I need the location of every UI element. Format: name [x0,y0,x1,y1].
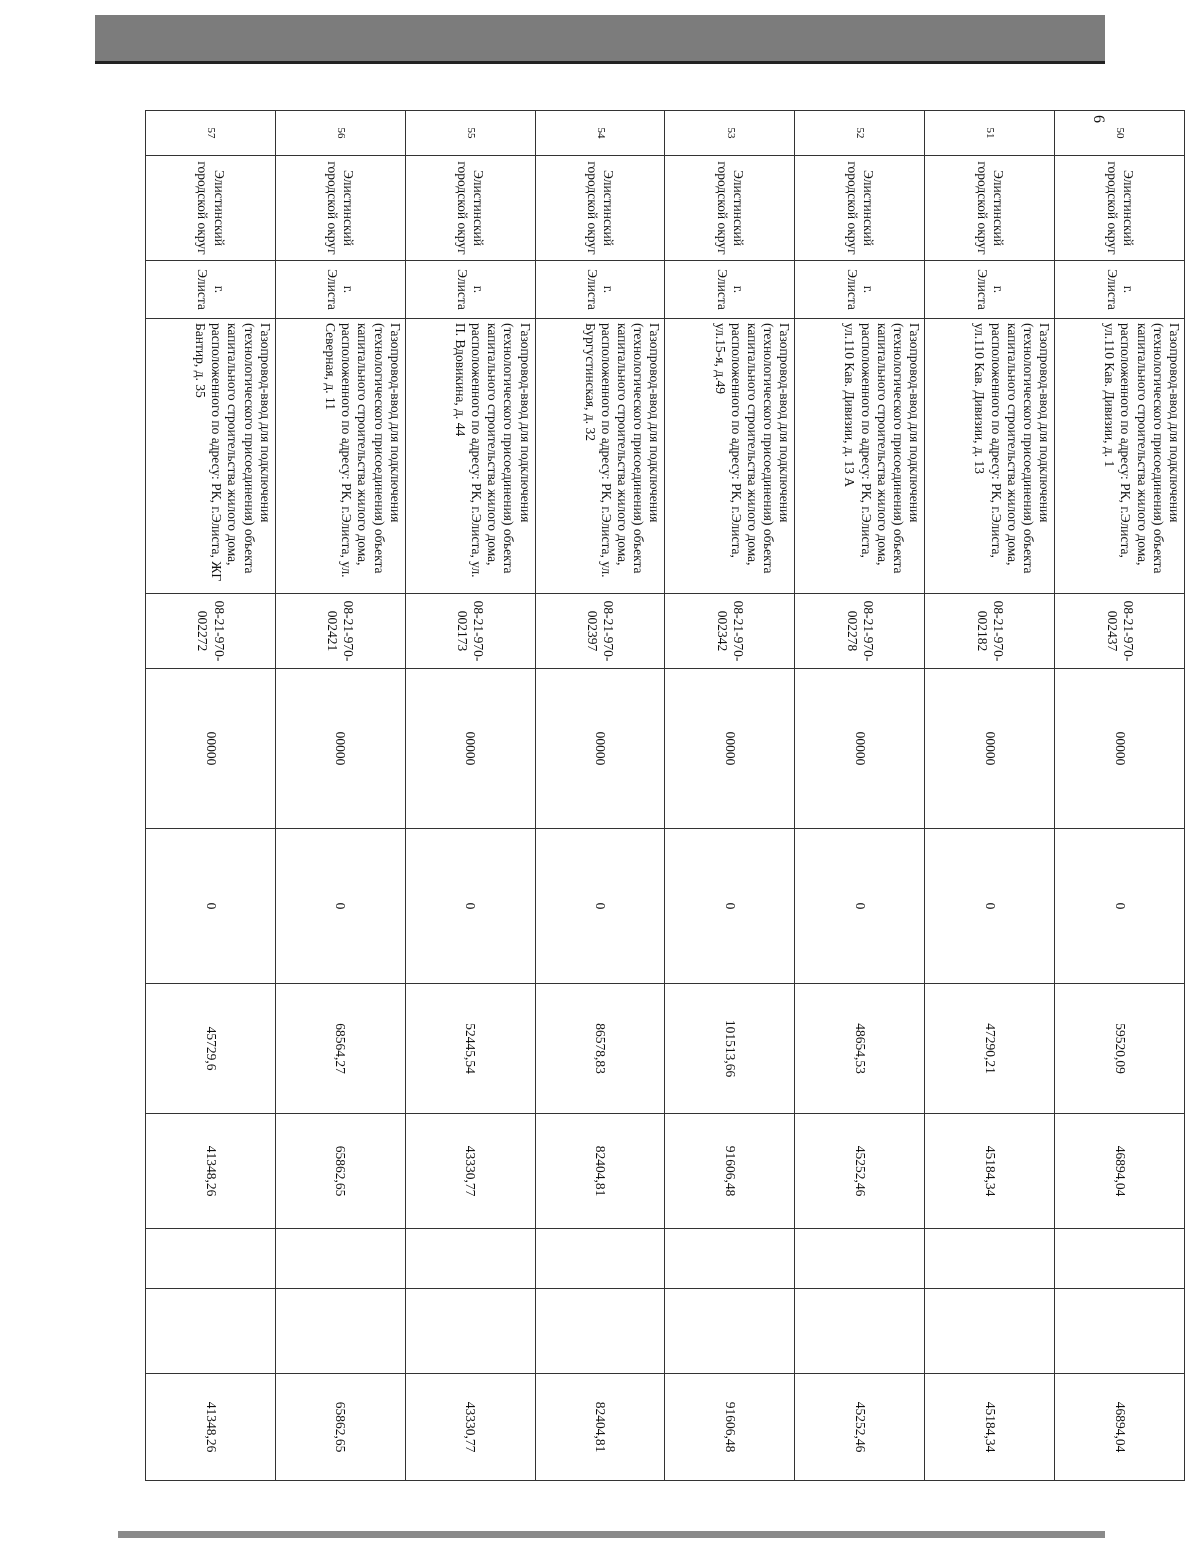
empty-cell [405,1289,535,1374]
table-row [535,111,665,1481]
code-cell: 08-21-970-002437 [1055,594,1185,669]
empty-cell [665,1289,795,1374]
zero-cell: 0 [925,829,1055,984]
object-cell: Газопровод-ввод для подключения (технологического присоединения) объекта капитального строительства жилого дома, расположенного по адресу: РК, г.Элиста, ул.110 Кав. Дивизии, д. 13 А [795,319,925,594]
total-cell: 46894,04 [1055,1374,1185,1481]
cost-actual-cell: 45184,34 [925,1114,1055,1229]
code-cell: 08-21-970-002182 [925,594,1055,669]
district-cell: Элистинский городской округ [405,156,535,261]
total-cell: 45252,46 [795,1374,925,1481]
cost-estimate-cell: 59520,09 [1055,984,1185,1114]
object-cell: Газопровод-ввод для подключения (технологического присоединения) объекта капитального строительства жилого дома, расположенного по адресу: РК, г.Элиста, ул. Северная, д. 11 [275,319,405,594]
city-cell: г. Элиста [1055,261,1185,319]
object-cell: Газопровод-ввод для подключения (технологического присоединения) объекта капитального строительства жилого дома, расположенного по адресу: РК, г.Элиста, ул.15-я, д.49 [665,319,795,594]
city-cell: г. Элиста [405,261,535,319]
cost-estimate-cell: 47290,21 [925,984,1055,1114]
total-cell: 91606,48 [665,1374,795,1481]
district-cell: Элистинский городской округ [535,156,665,261]
code-cell: 08-21-970-002397 [535,594,665,669]
district-cell: Элистинский городской округ [146,156,276,261]
row-number: 55 [405,111,535,156]
total-cell: 82404,81 [535,1374,665,1481]
empty-cell [405,1229,535,1289]
table-row [146,111,276,1481]
empty-cell [146,1289,276,1374]
object-cell: Газопровод-ввод для подключения (технологического присоединения) объекта капитального строительства жилого дома, расположенного по адресу: РК, г.Элиста, ул. П. Вдовикина, д. 44 [405,319,535,594]
empty-cell [275,1289,405,1374]
page-number: 6 [1090,115,1107,123]
kbk-cell: 00000 [1055,669,1185,829]
empty-cell [146,1229,276,1289]
cost-actual-cell: 45252,46 [795,1114,925,1229]
zero-cell: 0 [275,829,405,984]
empty-cell [275,1229,405,1289]
cost-estimate-cell: 86578,83 [535,984,665,1114]
total-cell: 45184,34 [925,1374,1055,1481]
kbk-cell: 00000 [665,669,795,829]
code-cell: 08-21-970-002173 [405,594,535,669]
zero-cell: 0 [665,829,795,984]
table-row [925,111,1055,1481]
object-cell: Газопровод-ввод для подключения (технологического присоединения) объекта капитального строительства жилого дома, расположенного по адресу: РК, г.Элиста, ул. Бургустинская, д. 32 [535,319,665,594]
row-number: 57 [146,111,276,156]
kbk-cell: 00000 [535,669,665,829]
row-number: 54 [535,111,665,156]
cost-estimate-cell: 101513,66 [665,984,795,1114]
object-cell: Газопровод-ввод для подключения (технологического присоединения) объекта капитального строительства жилого дома, расположенного по адресу: РК, г.Элиста, ЖГ Бантир, д. 35 [146,319,276,594]
city-cell: г. Элиста [795,261,925,319]
cost-actual-cell: 43330,77 [405,1114,535,1229]
empty-cell [535,1229,665,1289]
total-cell: 65862,65 [275,1374,405,1481]
table-row [275,111,405,1481]
code-cell: 08-21-970-002272 [146,594,276,669]
kbk-cell: 00000 [275,669,405,829]
data-table [145,110,1185,1481]
cost-actual-cell: 41348,26 [146,1114,276,1229]
object-cell: Газопровод-ввод для подключения (технологического присоединения) объекта капитального строительства жилого дома, расположенного по адресу: РК, г.Элиста, ул.110 Кав. Дивизии, д. 1 [1055,319,1185,594]
district-cell: Элистинский городской округ [1055,156,1185,261]
zero-cell: 0 [535,829,665,984]
row-number: 51 [925,111,1055,156]
table-row [1055,111,1185,1481]
cost-actual-cell: 46894,04 [1055,1114,1185,1229]
cost-actual-cell: 82404,81 [535,1114,665,1229]
cost-estimate-cell: 45729,6 [146,984,276,1114]
zero-cell: 0 [405,829,535,984]
kbk-cell: 00000 [146,669,276,829]
empty-cell [925,1229,1055,1289]
cost-estimate-cell: 48654,53 [795,984,925,1114]
table-row [795,111,925,1481]
city-cell: г. Элиста [535,261,665,319]
row-number: 53 [665,111,795,156]
scan-top-bar [95,15,1105,61]
code-cell: 08-21-970-002278 [795,594,925,669]
empty-cell [795,1229,925,1289]
scan-top-line [95,61,1105,64]
zero-cell: 0 [1055,829,1185,984]
empty-cell [1055,1229,1185,1289]
city-cell: г. Элиста [925,261,1055,319]
city-cell: г. Элиста [146,261,276,319]
district-cell: Элистинский городской округ [795,156,925,261]
cost-actual-cell: 65862,65 [275,1114,405,1229]
empty-cell [795,1289,925,1374]
district-cell: Элистинский городской округ [275,156,405,261]
city-cell: г. Элиста [275,261,405,319]
zero-cell: 0 [795,829,925,984]
object-cell: Газопровод-ввод для подключения (технологического присоединения) объекта капитального строительства жилого дома, расположенного по адресу: РК, г.Элиста, ул.110 Кав. Дивизии, д. 13 [925,319,1055,594]
row-number: 56 [275,111,405,156]
kbk-cell: 00000 [405,669,535,829]
cost-actual-cell: 91606,48 [665,1114,795,1229]
kbk-cell: 00000 [795,669,925,829]
empty-cell [1055,1289,1185,1374]
empty-cell [665,1229,795,1289]
empty-cell [535,1289,665,1374]
code-cell: 08-21-970-002421 [275,594,405,669]
empty-cell [925,1289,1055,1374]
kbk-cell: 00000 [925,669,1055,829]
table-row [405,111,535,1481]
district-cell: Элистинский городской округ [665,156,795,261]
cost-estimate-cell: 52445,54 [405,984,535,1114]
table-area [145,110,1185,1480]
district-cell: Элистинский городской округ [925,156,1055,261]
row-number: 52 [795,111,925,156]
table-row [665,111,795,1481]
total-cell: 43330,77 [405,1374,535,1481]
scan-bottom-bar [118,1531,1105,1538]
city-cell: г. Элиста [665,261,795,319]
total-cell: 41348,26 [146,1374,276,1481]
code-cell: 08-21-970-002342 [665,594,795,669]
cost-estimate-cell: 68564,27 [275,984,405,1114]
zero-cell: 0 [146,829,276,984]
row-number: 50 [1055,111,1185,156]
